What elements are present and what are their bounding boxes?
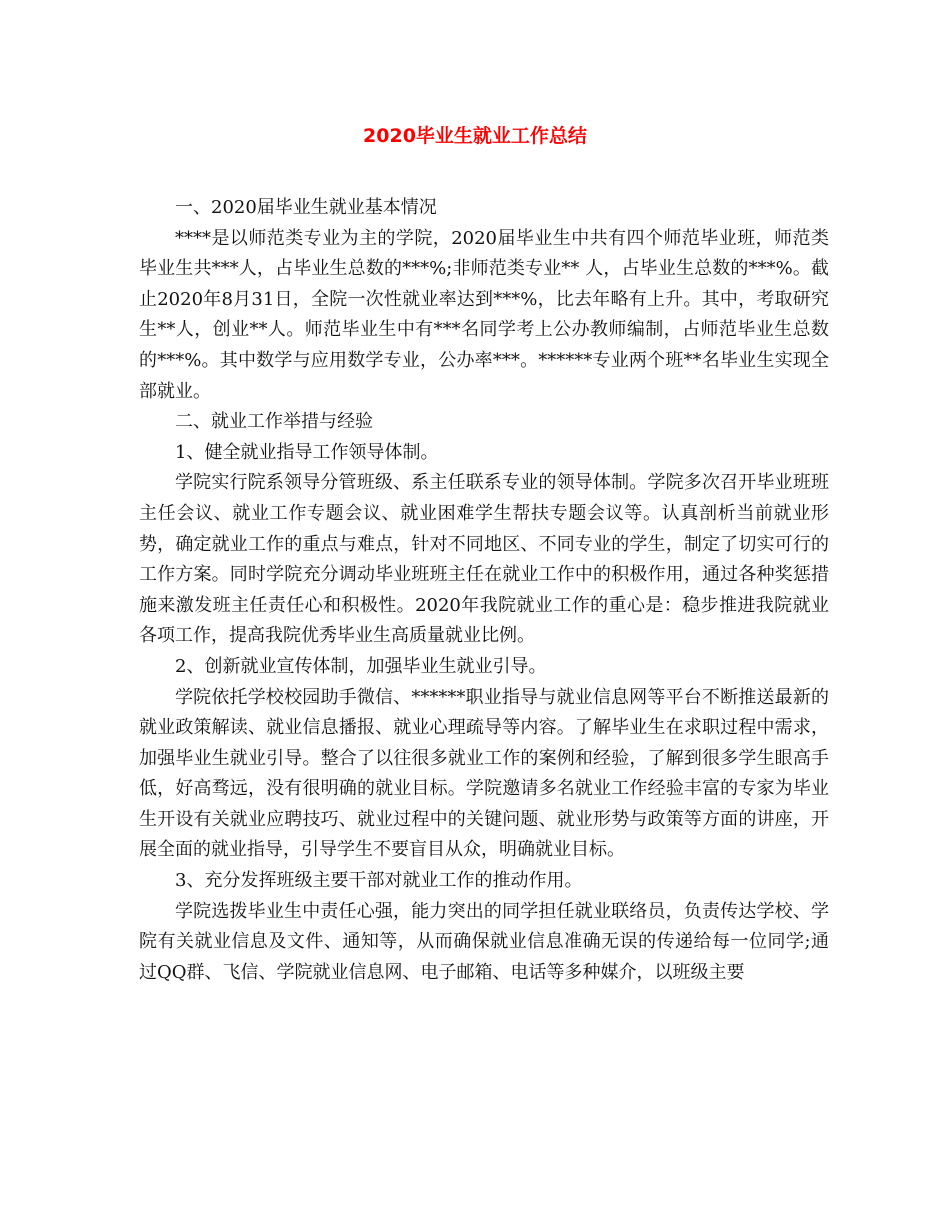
- subheading-2: 2、创新就业宣传体制，加强毕业生就业引导。: [175, 655, 547, 677]
- section-heading-1: 一、2020届毕业生就业基本情况: [175, 197, 437, 218]
- document-title: 2020毕业生就业工作总结: [363, 125, 587, 147]
- paragraph-class-cadres: 学院选拨毕业生中责任心强，能力突出的同学担任就业联络员，负责传达学校、学院有关就业信息及文件、通知等，从而确保就业信息准确无误的传递给每一位同学;通过QQ群、飞信、学院就业信息网、电子邮箱、电话等多种媒介，以班级主要: [139, 900, 829, 983]
- subheading-3: 3、充分发挥班级主要干部对就业工作的推动作用。: [175, 870, 583, 892]
- subheading-1: 1、健全就业指导工作领导体制。: [175, 441, 439, 463]
- paragraph-publicity: 学院依托学校校园助手微信、******职业指导与就业信息网等平台不断推送最新的就业政策解读、就业信息播报、就业心理疏导等内容。了解毕业生在求职过程中需求，加强毕业生就业引导。整合了以往很多就业工作的案例和经验，了解到很多学生眼高手低，好高骛远，没有很明确的就业目标。学院邀请多名就业工作经验丰富的专家为毕业生开设有关就业应聘技巧、就业过程中的关键问题、就业形势与政策等方面的讲座，开展全面的就业指导，引导学生不要盲目从众，明确就业目标。: [139, 686, 829, 861]
- document-body: [139, 193, 829, 988]
- paragraph-overview: ****是以师范类专业为主的学院，2020届毕业生中共有四个师范毕业班，师范类毕业生共***人，占毕业生总数的***%;非师范类专业** 人，占毕业生总数的***%。截止2020年8月31日，全院一次性就业率达到***%，比去年略有上升。其中，考取研究生**人，创业**人。师范毕业生中有***名同学考上公办教师编制，占师范毕业生总数的***%。其中数学与应用数学专业，公办率***。******专业两个班**名毕业生实现全部就业。: [139, 227, 829, 402]
- paragraph-leadership: 学院实行院系领导分管班级、系主任联系专业的领导体制。学院多次召开毕业班班主任会议、就业工作专题会议、就业困难学生帮扶专题会议等。认真剖析当前就业形势，确定就业工作的重点与难点，针对不同地区、不同专业的学生，制定了切实可行的工作方案。同时学院充分调动毕业班班主任在就业工作中的积极作用，通过各种奖惩措施来激发班主任责任心和积极性。2020年我院就业工作的重心是：稳步推进我院就业各项工作，提高我院优秀毕业生高质量就业比例。: [139, 472, 829, 647]
- section-heading-2: 二、就业工作举措与经验: [175, 411, 373, 433]
